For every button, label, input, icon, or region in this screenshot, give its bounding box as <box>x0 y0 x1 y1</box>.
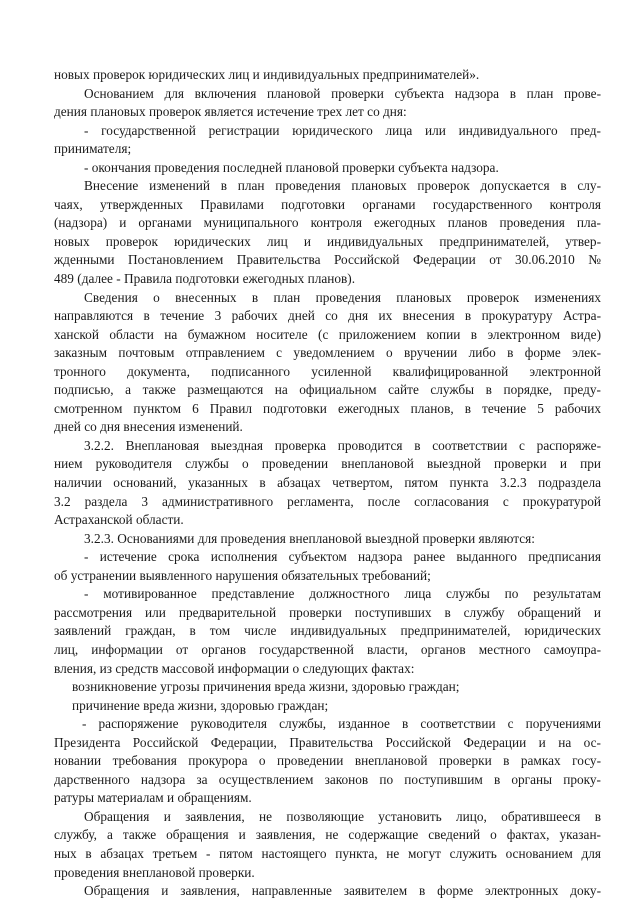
text-line: Сведения о внесенных в план проведения плановых проверок изменениях <box>84 289 601 305</box>
text-line: нием руководителя службы о проведении внеплановой выездной проверки и при <box>54 456 601 472</box>
text-line: заявлений граждан, в том числе индивидуальных предпринимателей, юридических <box>54 623 601 639</box>
text-line: направляются в течение 3 рабочих дней со дня их внесения в прокуратуру Астра- <box>54 308 601 324</box>
text-line: об устранении выявленного нарушения обязательных требований; <box>54 567 431 583</box>
text-line: новых проверок юридических лиц и индивидуальных предпринимателей, утвер- <box>54 233 601 249</box>
text-line: тронного документа, подписанного усиленной квалифицированной электронной <box>54 363 601 379</box>
text-line: ханской области на бумажном носителе (с приложением копии в электронном виде) <box>54 326 601 342</box>
text-line: ратуры материалам и обращениям. <box>54 790 252 806</box>
text-line: дения плановых проверок является истечение трех лет со дня: <box>54 104 407 120</box>
text-line: новых проверок юридических лиц и индивидуальных предпринимателей». <box>54 67 480 82</box>
text-line: дней со дня внесения изменений. <box>54 419 243 435</box>
text-line: лиц, информации от органов государственной власти, органов местного самоупра- <box>54 641 601 657</box>
text-line: 3.2.2. Внеплановая выездная проверка проводится в соответствии с распоряже- <box>84 437 601 453</box>
text-line: службу, а также обращения и заявления, не содержащие сведений о фактах, указан- <box>54 827 601 843</box>
text-line: - окончания проведения последней плановой проверки субъекта надзора. <box>84 159 499 175</box>
text-line: принимателя; <box>54 141 132 157</box>
text-line: жденными Постановлением Правительства Российской Федерации от 30.06.2010 № <box>54 252 601 268</box>
text-line: наличии оснований, указанных в абзацах четвертом, пятом пункта 3.2.3 подраздела <box>54 475 601 491</box>
text-line: Внесение изменений в план проведения плановых проверок допускается в слу- <box>84 178 601 194</box>
text-line: 3.2 раздела 3 административного регламента, после согласования с прокуратурой <box>54 493 601 509</box>
text-line: смотренном пунктом 6 Правил подготовки ежегодных планов, в течение 5 рабочих <box>54 400 601 416</box>
text-line: заказным почтовым отправлением с уведомлением о вручении либо в форме элек- <box>54 345 601 361</box>
text-line: причинение вреда жизни, здоровью граждан; <box>72 697 329 713</box>
text-line: - истечение срока исполнения субъектом надзора ранее выданного предписания <box>84 549 601 565</box>
text-line: дарственного надзора за осуществлением законов по поступившим в органы проку- <box>54 771 601 787</box>
text-line: Основанием для включения плановой проверки субъекта надзора в план прове- <box>84 85 601 101</box>
text-line: Астраханской области. <box>54 512 184 528</box>
text-line: ных в абзацах третьем - пятом настоящего пункта, не могут служить основанием для <box>54 845 601 861</box>
text-line: Обращения и заявления, не позволяющие установить лицо, обратившееся в <box>84 808 601 824</box>
text-line: Президента Российской Федерации, Правительства Российской Федерации и на ос- <box>54 734 601 750</box>
text-line: 3.2.3. Основаниями для проведения внеплановой выездной проверки являются: <box>84 530 535 546</box>
text-line: возникновение угрозы причинения вреда жизни, здоровью граждан; <box>72 679 460 695</box>
text-line: вления, из средств массовой информации о следующих фактах: <box>54 660 415 676</box>
text-line: - мотивированное представление должностного лица службы по результатам <box>84 586 601 602</box>
text-line: Обращения и заявления, направленные заявителем в форме электронных доку- <box>84 883 601 899</box>
text-line: рассмотрения или предварительной проверки поступивших в службу обращений и <box>54 604 601 620</box>
text-line: новании требования прокурора о проведении внеплановой проверки в рамках госу- <box>54 753 601 769</box>
text-line: подписью, а также размещаются на официальном сайте службы в порядке, преду- <box>54 382 601 398</box>
text-line: - государственной регистрации юридического лица или индивидуального пред- <box>84 122 601 138</box>
text-line: 489 (далее - Правила подготовки ежегодных планов). <box>54 271 356 287</box>
text-line: - распоряжение руководителя службы, изданное в соответствии с поручениями <box>82 716 601 732</box>
text-line: чаях, утвержденных Правилами подготовки органами государственного контроля <box>54 196 601 212</box>
text-line: проведения внеплановой проверки. <box>54 864 255 880</box>
text-line: (надзора) и органами муниципального контроля ежегодных планов проведения пла- <box>54 215 601 231</box>
